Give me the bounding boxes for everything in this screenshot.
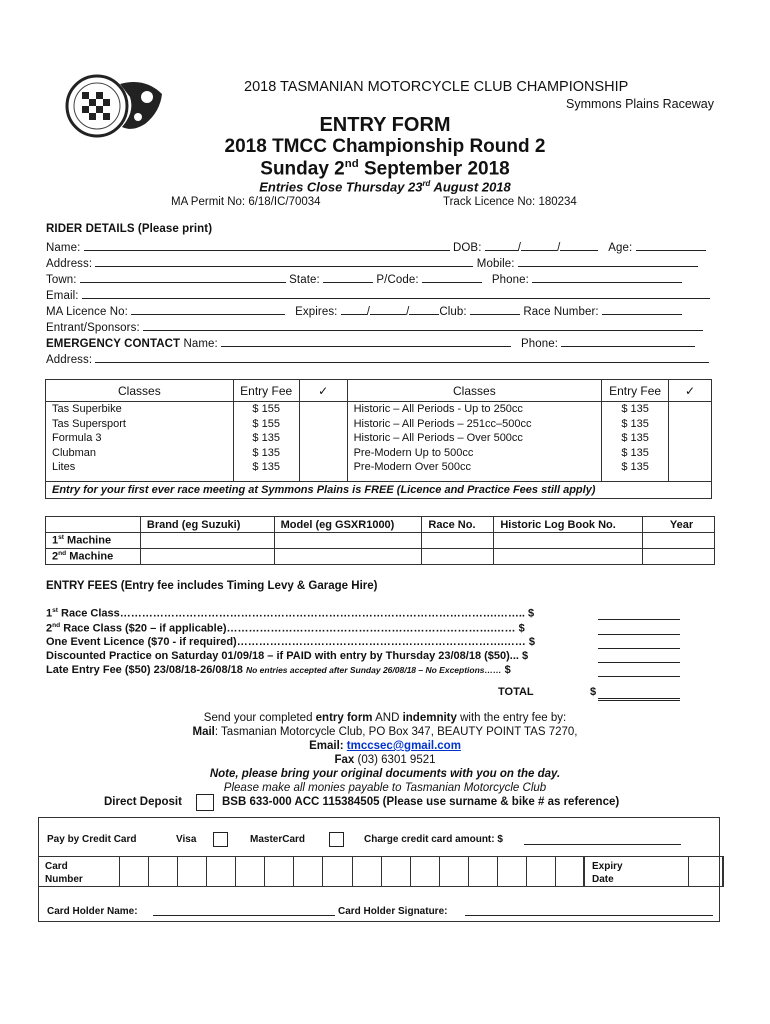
class-name: Historic – All Periods - Up to 250cc bbox=[353, 403, 523, 415]
class-fee: $ 135 bbox=[252, 461, 280, 473]
class-fee: $ 135 bbox=[252, 446, 280, 459]
town-field[interactable] bbox=[80, 271, 286, 283]
card-holder-name-label: Card Holder Name: bbox=[47, 906, 138, 917]
card-digit-box[interactable] bbox=[322, 856, 352, 887]
class-fee: $ 135 bbox=[621, 432, 649, 444]
dob-label: DOB: bbox=[452, 242, 482, 254]
class-name: Tas Supersport bbox=[52, 417, 126, 430]
class-checkbox-column[interactable] bbox=[669, 402, 712, 482]
fee-2-field[interactable] bbox=[598, 622, 680, 635]
classes-table bbox=[45, 379, 712, 499]
class-fee: $ 135 bbox=[621, 461, 649, 473]
card-digit-box[interactable] bbox=[119, 856, 149, 887]
rider-row-town bbox=[46, 271, 682, 286]
payable-note: Please make all monies payable to Tasmanian Motorcycle Club bbox=[223, 782, 547, 794]
address-label: Address: bbox=[46, 258, 93, 270]
emergency-address-label: Address: bbox=[46, 354, 93, 366]
model-header: Model (eg GSXR1000) bbox=[274, 517, 422, 533]
dob-month-field[interactable] bbox=[521, 239, 557, 251]
class-fee: $ 135 bbox=[621, 403, 649, 415]
phone-field[interactable] bbox=[532, 271, 682, 283]
town-label: Town: bbox=[46, 274, 77, 286]
class-fee: $ 135 bbox=[621, 417, 649, 430]
postcode-field[interactable] bbox=[422, 271, 482, 283]
event-date: Sunday 2nd September 2018 bbox=[260, 158, 510, 180]
classes-header: Classes bbox=[347, 380, 602, 402]
machines-table bbox=[45, 516, 715, 565]
card-digit-box[interactable] bbox=[148, 856, 178, 887]
round-title: 2018 TMCC Championship Round 2 bbox=[224, 136, 546, 157]
race-number-label: Race Number: bbox=[523, 306, 599, 318]
fee-line-practice: Discounted Practice on Saturday 01/09/18 – if PAID with entry by Thursday 23/08/18 ($50)... $ bbox=[46, 650, 529, 662]
expires-year-field[interactable] bbox=[409, 303, 439, 315]
card-digit-box[interactable] bbox=[526, 856, 556, 887]
total-dollar: $ bbox=[590, 686, 597, 698]
direct-deposit-checkbox[interactable] bbox=[196, 794, 214, 811]
check-header: ✓ bbox=[299, 380, 347, 402]
card-label: Card bbox=[45, 861, 68, 872]
class-fee: $ 135 bbox=[252, 432, 280, 444]
class-name: Lites bbox=[52, 461, 76, 473]
machine-2-race-no[interactable] bbox=[422, 549, 494, 565]
postcode-label: P/Code: bbox=[376, 274, 419, 286]
brand-header: Brand (eg Suzuki) bbox=[140, 517, 274, 533]
fax-line: Fax (03) 6301 9521 bbox=[334, 754, 436, 766]
rider-row-email bbox=[46, 287, 710, 302]
visa-label: Visa bbox=[176, 834, 197, 845]
mobile-field[interactable] bbox=[518, 255, 698, 267]
address-field[interactable] bbox=[95, 255, 473, 267]
expires-label: Expires: bbox=[295, 306, 338, 318]
card-digit-box[interactable] bbox=[410, 856, 440, 887]
expiry-month-cell[interactable] bbox=[688, 856, 723, 887]
machine-2-brand[interactable] bbox=[140, 549, 274, 565]
total-label: TOTAL bbox=[498, 686, 534, 698]
mastercard-checkbox[interactable] bbox=[329, 832, 344, 847]
emergency-address-field[interactable] bbox=[95, 351, 709, 363]
mobile-label: Mobile: bbox=[476, 258, 515, 270]
email-label: Email: bbox=[46, 290, 79, 302]
fee-4-field[interactable] bbox=[598, 650, 680, 663]
machine-1-model[interactable] bbox=[274, 533, 422, 549]
class-name: Pre-Modern Up to 500cc bbox=[353, 446, 474, 459]
ma-licence-label: MA Licence No: bbox=[46, 306, 128, 318]
fee-line-licence: One Event Licence ($70 - if required)……………………………………………………………….…… $ bbox=[46, 636, 535, 648]
phone-label: Phone: bbox=[491, 274, 529, 286]
total-field[interactable] bbox=[598, 686, 680, 701]
rider-row-entrant bbox=[46, 319, 703, 334]
rider-details-heading: RIDER DETAILS (Please print) bbox=[46, 223, 213, 235]
expiry-label-cell bbox=[583, 856, 689, 887]
fee-line-race-1: 1st Race Class………………………………………………………………………………………….…….. $ bbox=[46, 607, 535, 620]
entrant-label: Entrant/Sponsors: bbox=[46, 322, 140, 334]
bank-details: BSB 633-000 ACC 115384505 (Please use surname & bike # as reference) bbox=[222, 796, 620, 808]
mastercard-label: MasterCard bbox=[250, 834, 306, 845]
machine-1-brand[interactable] bbox=[140, 533, 274, 549]
send-line: Send your completed entry form AND indemnity with the entry fee by: bbox=[203, 712, 567, 724]
classes-header: Classes bbox=[46, 380, 234, 402]
log-book-header: Historic Log Book No. bbox=[494, 517, 643, 533]
class-name: Tas Superbike bbox=[52, 403, 122, 415]
rider-row-emergency-address bbox=[46, 351, 709, 366]
mail-line: Mail: Tasmanian Motorcycle Club, PO Box 347, BEAUTY POINT TAS 7270, bbox=[192, 726, 578, 738]
dob-year-field[interactable] bbox=[560, 239, 598, 251]
machine-1-log-book[interactable] bbox=[494, 533, 643, 549]
machines-header-row bbox=[46, 517, 715, 533]
class-name: Pre-Modern Over 500cc bbox=[353, 461, 471, 473]
fee-1-field[interactable] bbox=[598, 607, 680, 620]
machine-1-year[interactable] bbox=[643, 533, 715, 549]
machine-2-log-book[interactable] bbox=[494, 549, 643, 565]
original-documents-note: Note, please bring your original documents with you on the day. bbox=[209, 768, 561, 780]
card-digit-box[interactable] bbox=[177, 856, 207, 887]
machine-row-1 bbox=[46, 533, 715, 549]
card-digit-box[interactable] bbox=[468, 856, 498, 887]
card-digit-box[interactable] bbox=[206, 856, 236, 887]
direct-deposit-label: Direct Deposit bbox=[104, 796, 182, 808]
year-header: Year bbox=[643, 517, 715, 533]
pay-by-credit-card-label: Pay by Credit Card bbox=[47, 834, 137, 845]
card-digit-box[interactable] bbox=[555, 856, 585, 887]
fee-5-field[interactable] bbox=[598, 664, 680, 677]
card-digit-box[interactable] bbox=[439, 856, 469, 887]
track-licence: Track Licence No: 180234 bbox=[443, 196, 577, 208]
check-header: ✓ bbox=[669, 380, 712, 402]
charge-amount-field[interactable] bbox=[524, 844, 681, 845]
rider-row-name: Name: DOB: / / Age: bbox=[46, 239, 706, 254]
expires-month-field[interactable] bbox=[370, 303, 406, 315]
emergency-contact-label: EMERGENCY CONTACT bbox=[46, 338, 181, 350]
rider-row-emergency bbox=[46, 335, 695, 350]
class-fee: $ 135 bbox=[621, 446, 649, 459]
ma-licence-field[interactable] bbox=[131, 303, 285, 315]
email-field[interactable] bbox=[82, 287, 710, 299]
state-label: State: bbox=[289, 274, 320, 286]
card-digit-box[interactable] bbox=[264, 856, 294, 887]
charge-amount-label: Charge credit card amount: $ bbox=[364, 834, 503, 845]
ma-permit: MA Permit No: 6/18/IC/70034 bbox=[171, 196, 321, 208]
card-holder-signature-label: Card Holder Signature: bbox=[338, 906, 448, 917]
visa-checkbox[interactable] bbox=[213, 832, 228, 847]
entry-fee-header: Entry Fee bbox=[602, 380, 669, 402]
fee-line-late: Late Entry Fee ($50) 23/08/18-26/08/18 No entries accepted after Sunday 26/08/18 – No Exceptions…… $ bbox=[46, 664, 511, 676]
classes-list-row bbox=[46, 402, 712, 482]
emergency-name-field[interactable] bbox=[221, 335, 511, 347]
email-line: Email: tmccsec@gmail.com bbox=[309, 740, 461, 752]
card-digit-box[interactable] bbox=[497, 856, 527, 887]
classes-header-row bbox=[46, 380, 712, 402]
form-title: ENTRY FORM bbox=[319, 114, 451, 136]
age-label: Age: bbox=[608, 242, 633, 254]
card-digit-box[interactable] bbox=[293, 856, 323, 887]
class-name: Historic – All Periods – Over 500cc bbox=[353, 432, 523, 444]
card-digit-box[interactable] bbox=[352, 856, 382, 887]
rider-row-address bbox=[46, 255, 698, 270]
class-name: Formula 3 bbox=[52, 432, 102, 444]
race-number-field[interactable] bbox=[602, 303, 682, 315]
machine-row-2 bbox=[46, 549, 715, 565]
machine-1-race-no[interactable] bbox=[422, 533, 494, 549]
card-number-label-cell bbox=[38, 856, 120, 887]
free-entry-note: Entry for your first ever race meeting at Symmons Plains is FREE (Licence and Practice Fees still apply) bbox=[46, 482, 712, 499]
emergency-phone-field[interactable] bbox=[561, 335, 695, 347]
card-holder-name-field[interactable] bbox=[153, 915, 335, 916]
rider-row-licence: MA Licence No: Expires: / / Club: Race Number: bbox=[46, 303, 682, 318]
machine-2-model[interactable] bbox=[274, 549, 422, 565]
class-fee: $ 155 bbox=[252, 417, 280, 430]
free-entry-row bbox=[46, 482, 712, 499]
club-field[interactable] bbox=[470, 303, 520, 315]
fee-line-race-2: 2nd Race Class ($20 – if applicable)……………………………………………………………….…… $ bbox=[46, 622, 525, 635]
state-field[interactable] bbox=[323, 271, 373, 283]
class-fee: $ 155 bbox=[252, 403, 280, 415]
entry-fees-heading: ENTRY FEES (Entry fee includes Timing Levy & Garage Hire) bbox=[46, 580, 378, 592]
emergency-name-label: Name: bbox=[180, 338, 218, 350]
entry-fee-header: Entry Fee bbox=[233, 380, 299, 402]
expiry-label: Expiry bbox=[592, 861, 623, 872]
entrant-field[interactable] bbox=[143, 319, 703, 331]
emergency-phone-label: Phone: bbox=[521, 338, 559, 350]
dob-day-field[interactable] bbox=[485, 239, 518, 251]
date-label: Date bbox=[592, 874, 614, 885]
venue: Symmons Plains Raceway bbox=[566, 97, 714, 111]
card-holder-signature-field[interactable] bbox=[465, 915, 713, 916]
entries-close: Entries Close Thursday 23rd August 2018 bbox=[259, 179, 511, 195]
card-number-grid bbox=[38, 856, 724, 887]
class-checkbox-column[interactable] bbox=[299, 402, 347, 482]
name-field[interactable] bbox=[84, 239, 450, 251]
machine-1-label: 1st Machine bbox=[46, 533, 141, 549]
race-no-header: Race No. bbox=[422, 517, 494, 533]
expires-day-field[interactable] bbox=[341, 303, 367, 315]
card-digit-box[interactable] bbox=[381, 856, 411, 887]
number-label: Number bbox=[45, 874, 83, 885]
fee-3-field[interactable] bbox=[598, 636, 680, 649]
age-field[interactable] bbox=[636, 239, 706, 251]
championship-title: 2018 TASMANIAN MOTORCYCLE CLUB CHAMPIONSHIP bbox=[244, 79, 629, 95]
machine-2-year[interactable] bbox=[643, 549, 715, 565]
email-link[interactable]: tmccsec@gmail.com bbox=[346, 740, 461, 752]
machine-2-label: 2nd Machine bbox=[46, 549, 141, 565]
club-label: Club: bbox=[439, 306, 467, 318]
class-name: Historic – All Periods – 251cc–500cc bbox=[353, 417, 532, 430]
class-name: Clubman bbox=[52, 446, 97, 459]
name-label: Name: bbox=[46, 242, 81, 254]
card-digit-box[interactable] bbox=[235, 856, 265, 887]
